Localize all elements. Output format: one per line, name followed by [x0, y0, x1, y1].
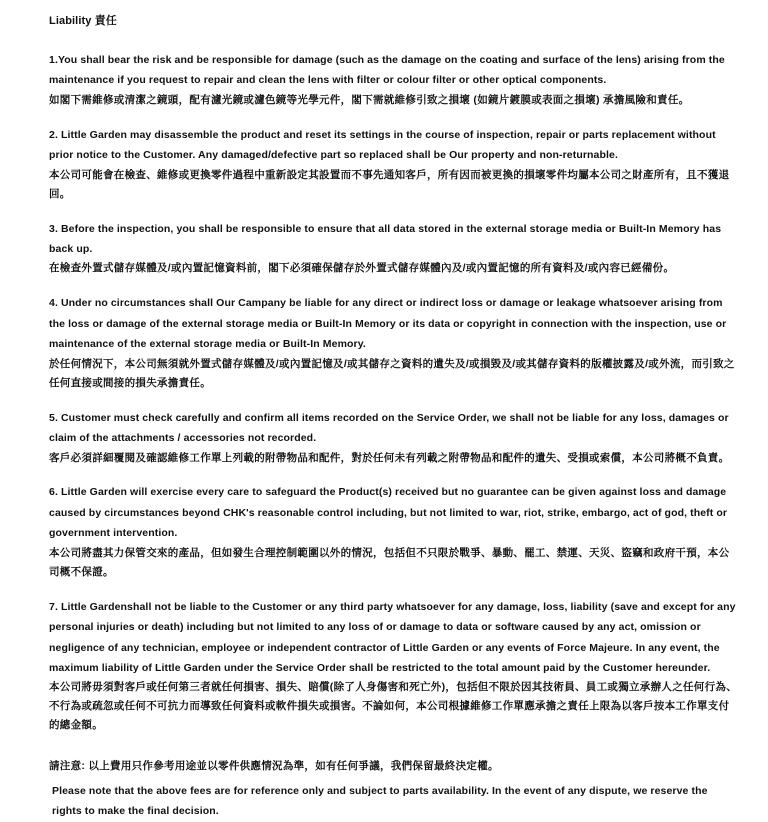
clause-2-chinese: 本公司可能會在檢查、維修或更換零件過程中重新設定其設置而不事先通知客戶，所有因而被更換的損壞零件均屬本公司之財產所有，且不獲退回。 — [49, 168, 730, 200]
document-title: Liability 責任 — [49, 15, 117, 27]
clause-4 — [49, 293, 738, 392]
clause-4-english: 4. Under no circumstances shall Our Campany be liable for any direct or indirect loss or damage or leakage whatsoever arising from the loss or damage of the external storage media or Built-In Memory or its data or copyright in connection with the inspection, use or maintenance of the external storage media or Built-In Memory. — [49, 297, 727, 351]
clause-2-english: 2. Little Garden may disassemble the product and reset its settings in the course of inspection, repair or parts replacement without prior notice to the Customer. Any damaged/defective part so replaced shall be Our property and non-returnable. — [49, 128, 716, 162]
footer-note-chinese: 請注意: 以上費用只作參考用途並以零件供應情況為準，如有任何爭議，我們保留最終決定權。 — [49, 760, 499, 773]
clause-2 — [49, 125, 738, 204]
clause-1 — [49, 50, 738, 110]
clause-6-chinese: 本公司將盡其力保管交來的產品，但如發生合理控制範圍以外的情況，包括但不只限於戰爭、暴動、罷工、禁運、天災、盜竊和政府干預，本公司概不保證。 — [49, 546, 730, 578]
clause-1-chinese: 如閣下需維修或清潔之鏡頭，配有濾光鏡或濾色鏡等光學元件，閣下需就維修引致之損壞 (如鏡片鍍膜或表面之損壞) 承擔風險和責任。 — [49, 93, 690, 106]
clause-5 — [49, 408, 738, 468]
clause-3-english: 3. Before the inspection, you shall be responsible to ensure that all data stored in the external storage media or Built-In Memory has back up. — [49, 222, 722, 256]
clause-5-chinese: 客戶必須詳細覆閱及確認維修工作單上列載的附帶物品和配件，對於任何未有列載之附帶物品和配件的遺失、受損或索償，本公司將概不負責。 — [49, 451, 730, 464]
clause-3 — [49, 219, 738, 279]
clause-7-english: 7. Little Gardenshall not be liable to the Customer or any third party whatsoever for any damage, loss, liability (save and except for any personal injuries or death) including but not limited to any loss of or damage to data or software caused by any act, omission or negligence of any technician, employee or independent contractor of Little Garden or any events of Force Majeure. In any event, the maximum liability of Little Garden under the Service Order shall be restricted to the total amount paid by the Customer hereunder. — [49, 600, 736, 674]
footer-note-english: Please note that the above fees are for reference only and subject to parts availability. In the event of any dispute, we reserve the rights to make the final decision. — [52, 785, 708, 818]
clause-6 — [49, 482, 738, 581]
clause-7-chinese: 本公司將毋須對客戶或任何第三者就任何損害、損失、賠償(除了人身傷害和死亡外)，包括但不限於因其技術員、員工或獨立承辦人之任何行為、不行為或疏忽或任何不可抗力而導致任何資料或軟件損失或損害。不論如何，本公司根據維修工作單應承擔之責任上限為以客戶按本工作單支付的總金額。 — [49, 681, 737, 732]
clause-6-english: 6. Little Garden will exercise every care to safeguard the Product(s) received but no guarantee can be given against loss and damage caused by circumstances beyond CHK's reasonable control including, but not limited to war, riot, strike, embargo, act of god, theft or government intervention. — [49, 486, 728, 540]
clause-5-english: 5. Customer must check carefully and confirm all items recorded on the Service Order, we shall not be liable for any loss, damages or claim of the attachments / accessories not recorded. — [49, 411, 729, 445]
clause-3-chinese: 在檢查外置式儲存媒體及/或內置記憶資料前，閣下必須確保儲存於外置式儲存媒體內及/或內置記憶的所有資料及/或內容已經備份。 — [49, 262, 675, 275]
clause-4-chinese: 於任何情況下，本公司無須就外置式儲存媒體及/或內置記憶及/或其儲存之資料的遺失及/或損毀及/或其儲存資料的版權披露及/或外流，而引致之任何直接或間接的損失承擔責任。 — [49, 357, 735, 389]
clause-1-english: 1.You shall bear the risk and be responsible for damage (such as the damage on the coating and surface of the lens) arising from the maintenance if you request to repair and clean the lens with filter or colour filter or other optical components. — [49, 54, 725, 87]
